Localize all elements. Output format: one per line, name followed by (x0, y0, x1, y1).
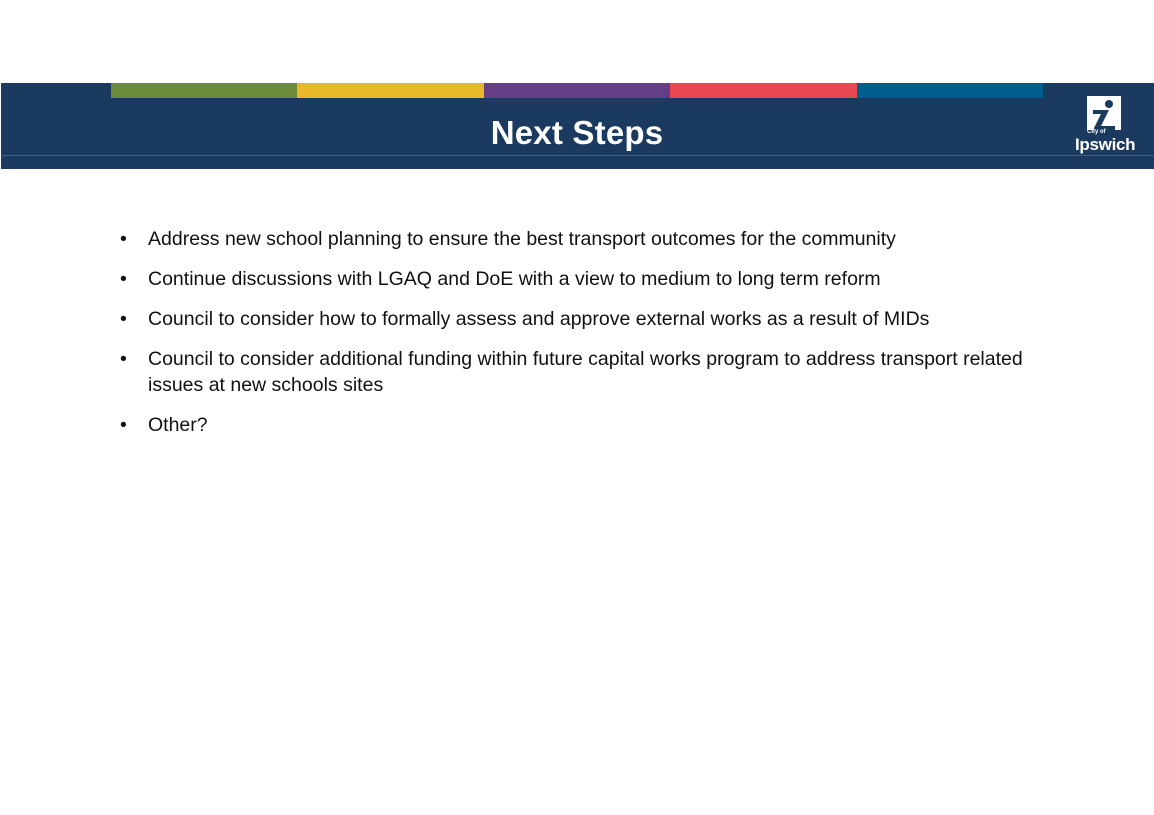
bullet-dot: • (120, 308, 127, 330)
bullet-text: Address new school planning to ensure the best transport outcomes for the community (148, 228, 896, 250)
logo-city-of: City of (1087, 129, 1106, 135)
bullet-dot: • (120, 348, 127, 370)
bullet-text: Council to consider how to formally assess and approve external works as a result of MIDs (148, 308, 930, 330)
bullet-list (118, 226, 1068, 452)
bullet-text: Continue discussions with LGAQ and DoE with a view to medium to long term reform (148, 268, 881, 290)
list-item (118, 346, 1068, 398)
color-strip-red (670, 83, 857, 98)
color-strip-blue (857, 83, 1043, 98)
color-strip-purple (484, 83, 670, 98)
color-strip-green (111, 83, 297, 98)
list-item (118, 226, 1068, 252)
bullet-dot: • (120, 268, 127, 290)
list-item (118, 266, 1068, 292)
header-rule (1, 155, 1154, 156)
list-item (118, 306, 1068, 332)
color-strip-yellow (297, 83, 484, 98)
bullet-text: Council to consider additional funding within future capital works program to address transport related issues at new schools sites (148, 348, 1023, 396)
slide-title: Next Steps (490, 114, 664, 151)
list-item (118, 412, 1068, 438)
logo-name: Ipswich (1075, 135, 1136, 154)
ipswich-i-icon (1087, 96, 1121, 130)
bullet-dot: • (120, 414, 127, 436)
bullet-text: Other? (148, 414, 208, 436)
bullet-dot: • (120, 228, 127, 250)
city-of-ipswich-logo (1074, 96, 1136, 156)
